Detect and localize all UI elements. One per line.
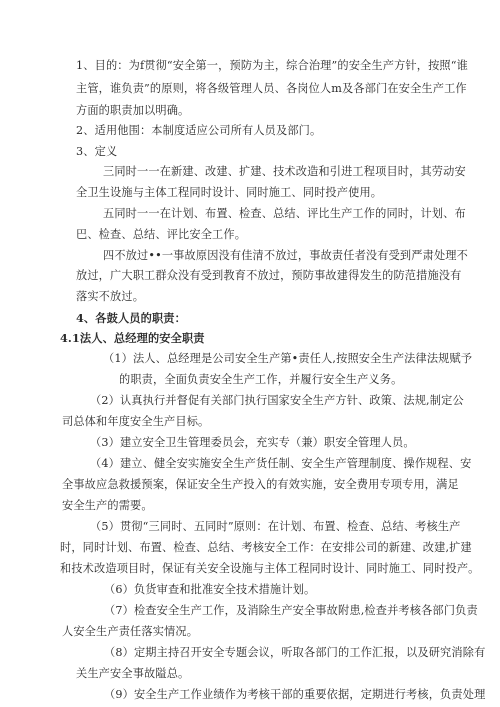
text-line: 落实不放过。 [76,290,145,303]
text-line: 全卫生设施与主体工程同时设计、同时施工、同时投产使用。 [76,186,383,199]
text-line: 三同时一一在新建、改建、扩建、技术改造和引进工程项目时，其劳动安 [103,165,466,178]
text-line: 四不放过••一事故原因没有佳清不放过，事故责任者没有受到严肃处理不 [103,249,468,262]
section-heading: 2、适用他围：本制度适应公司所有人员及部门。 [76,124,322,137]
section-heading: 3、定义 [76,145,118,158]
text-line: 时，同时计划、布置、检查、总结、考核安全工作：在安排公司的新建、改建,扩建 [60,541,472,554]
list-item: （8）定期主持召开安全专题会议，听取各部门的工作汇报，以及研究消除有 [104,646,486,659]
list-item: （5）贯彻“三同时、五同时”原则：在计划、布置、检查、总结、考核生产 [90,520,461,533]
text-line: 司总体和年度安全生产目标。 [62,415,210,428]
subsection-heading: 4.1法人、总经理的安全职责 [60,331,205,345]
text-line: 的职责，全面负责安全生产工作，并履行安全生产义务。 [119,373,403,386]
section-heading: 4、各鼓人员的职责： [76,311,186,325]
list-item: （2）认真执行并督促有关部门执行国家安全生产方针、政策、法规,制定公 [90,394,464,407]
text-line: 关生产安全事故隘总。 [76,667,190,680]
text-line: 全事故应急救援预案，保证安全生产投入的有效实施，安全费用专项专用，满足 [62,478,459,491]
text-line: 和技术改造项目时，保证有关安全设施与主体工程同时设计、同时施工、同时投产。 [60,562,480,575]
list-item: （4）建立、健全安实施安全生产货任制、安全生产管理制度、操作规程、安 [90,457,472,470]
list-item: （1）法人、总经理是公司安全生产第•责任人,按照安全生产法律法规赋予 [103,352,473,365]
text-line: 方面的职责加以明确。 [76,104,190,117]
text-line: 安全生产的需要。 [62,499,153,512]
list-item: （6）负货审查和批准安全技术措施计划。 [104,583,316,596]
text-line: 放过，广大职工群众没有受到教育不放过，预防事故建得发生的防范措施没有 [76,269,462,282]
text-line: 巴、检查、总结、评比安全工作。 [76,228,247,241]
list-item: （7）检查安全生产工作，及消除生产安全事故附患,检查并考核各部门负责 [104,604,478,617]
text-line: 人安全生产责任落实情况。 [62,625,199,638]
list-item: （9）安全生产工作业绩作为考核干部的重要依据，定期进行考核，负责处理 [104,688,486,701]
text-line: 1、目的：为f贯彻“安全第一，预防为主，综合治理”的安全生产方针，按照“谁 [76,59,468,72]
text-line: 主管，谁负责”的原则，将各级管理人员、各岗位人m及各部门在安全生产工作 [76,82,467,95]
list-item: （3）建立安全卫生管理委员会，充实专（兼）职安全管理人员。 [90,436,415,449]
text-line: 五同时一一在计划、布置、检查、总结、评比生产工作的同时，计划、布 [103,207,466,220]
